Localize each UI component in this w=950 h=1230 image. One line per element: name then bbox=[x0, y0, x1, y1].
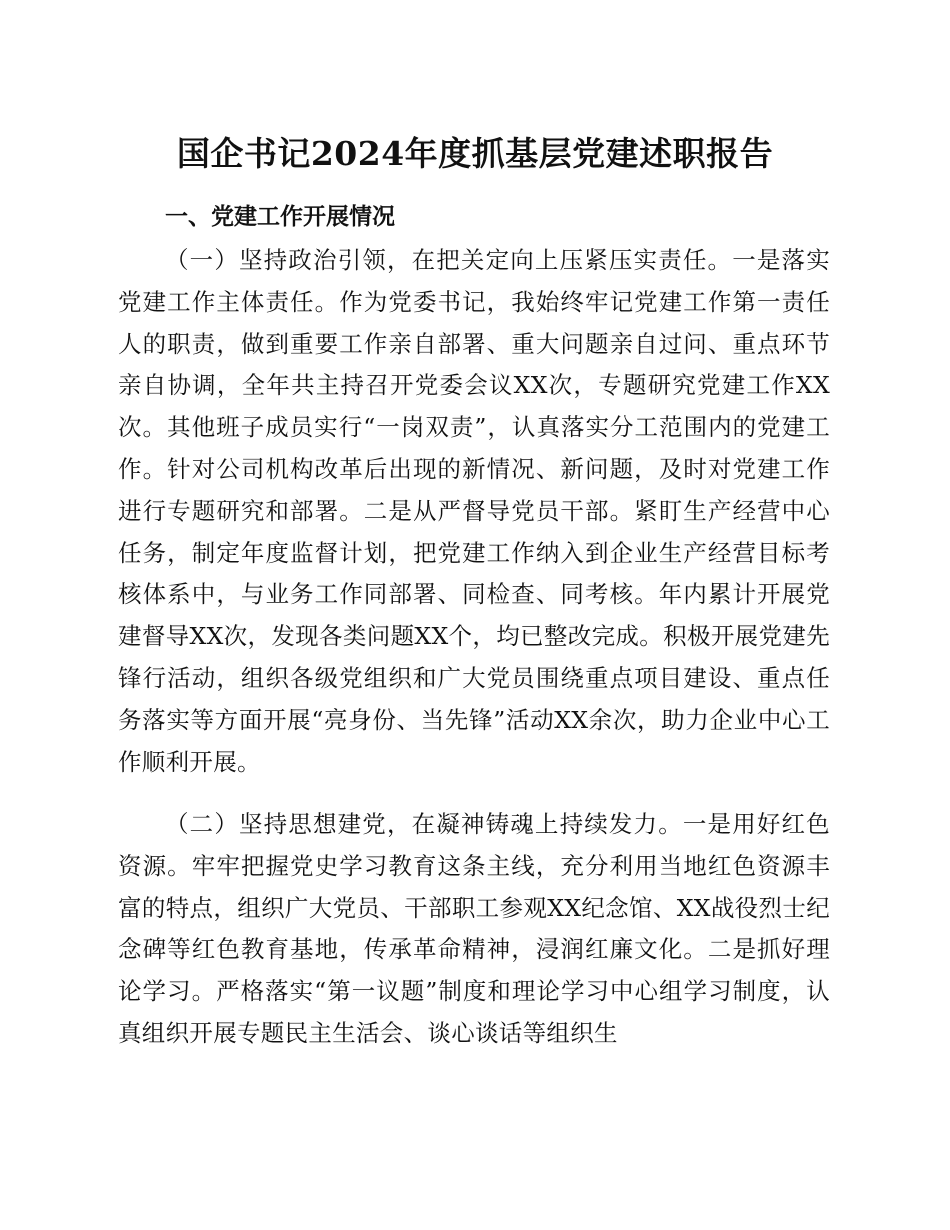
document-title: 国企书记2024年度抓基层党建述职报告 bbox=[176, 134, 774, 173]
paragraph-text: 一是用好红色资源。牢牢把握党史学习教育这条主线，充分利用当地红色资源丰富的特点，组织广大党员、干部职工参观XX纪念馆、XX战役烈士纪念碑等红色教育基地，传承革命精神，浸润红廉文化。二是抓好理论学习。严格落实“第一议题”制度和理论学习中心组学习制度，认真组织开展专题民主生活会、谈心谈话等组织生 bbox=[118, 810, 830, 1047]
body-paragraph bbox=[118, 240, 830, 783]
section-heading: 一、党建工作开展情况 bbox=[165, 204, 395, 230]
body-paragraph bbox=[118, 804, 830, 1055]
paragraph-text: 一是落实党建工作主体责任。作为党委书记，我始终牢记党建工作第一责任人的职责，做到重要工作亲自部署、重大问题亲自过问、重点环节亲自协调，全年共主持召开党委会议XX次，专题研究党建工作XX次。其他班子成员实行“一岗双责”，认真落实分工范围内的党建工作。针对公司机构改革后出现的新情况、新问题，及时对党建工作进行专题研究和部署。二是从严督导党员干部。紧盯生产经营中心任务，制定年度监督计划，把党建工作纳入到企业生产经营目标考核体系中，与业务工作同部署、同检查、同考核。年内累计开展党建督导XX次，发现各类问题XX个，均已整改完成。积极开展党建先锋行活动，组织各级党组织和广大党员围绕重点项目建设、重点任务落实等方面开展“亮身份、当先锋”活动XX余次，助力企业中心工作顺利开展。 bbox=[118, 246, 831, 776]
paragraph-lead: （一）坚持政治引领，在把关定向上压紧压实责任。 bbox=[165, 246, 733, 274]
paragraph-lead: （二）坚持思想建党，在凝神铸魂上持续发力。 bbox=[165, 810, 683, 838]
